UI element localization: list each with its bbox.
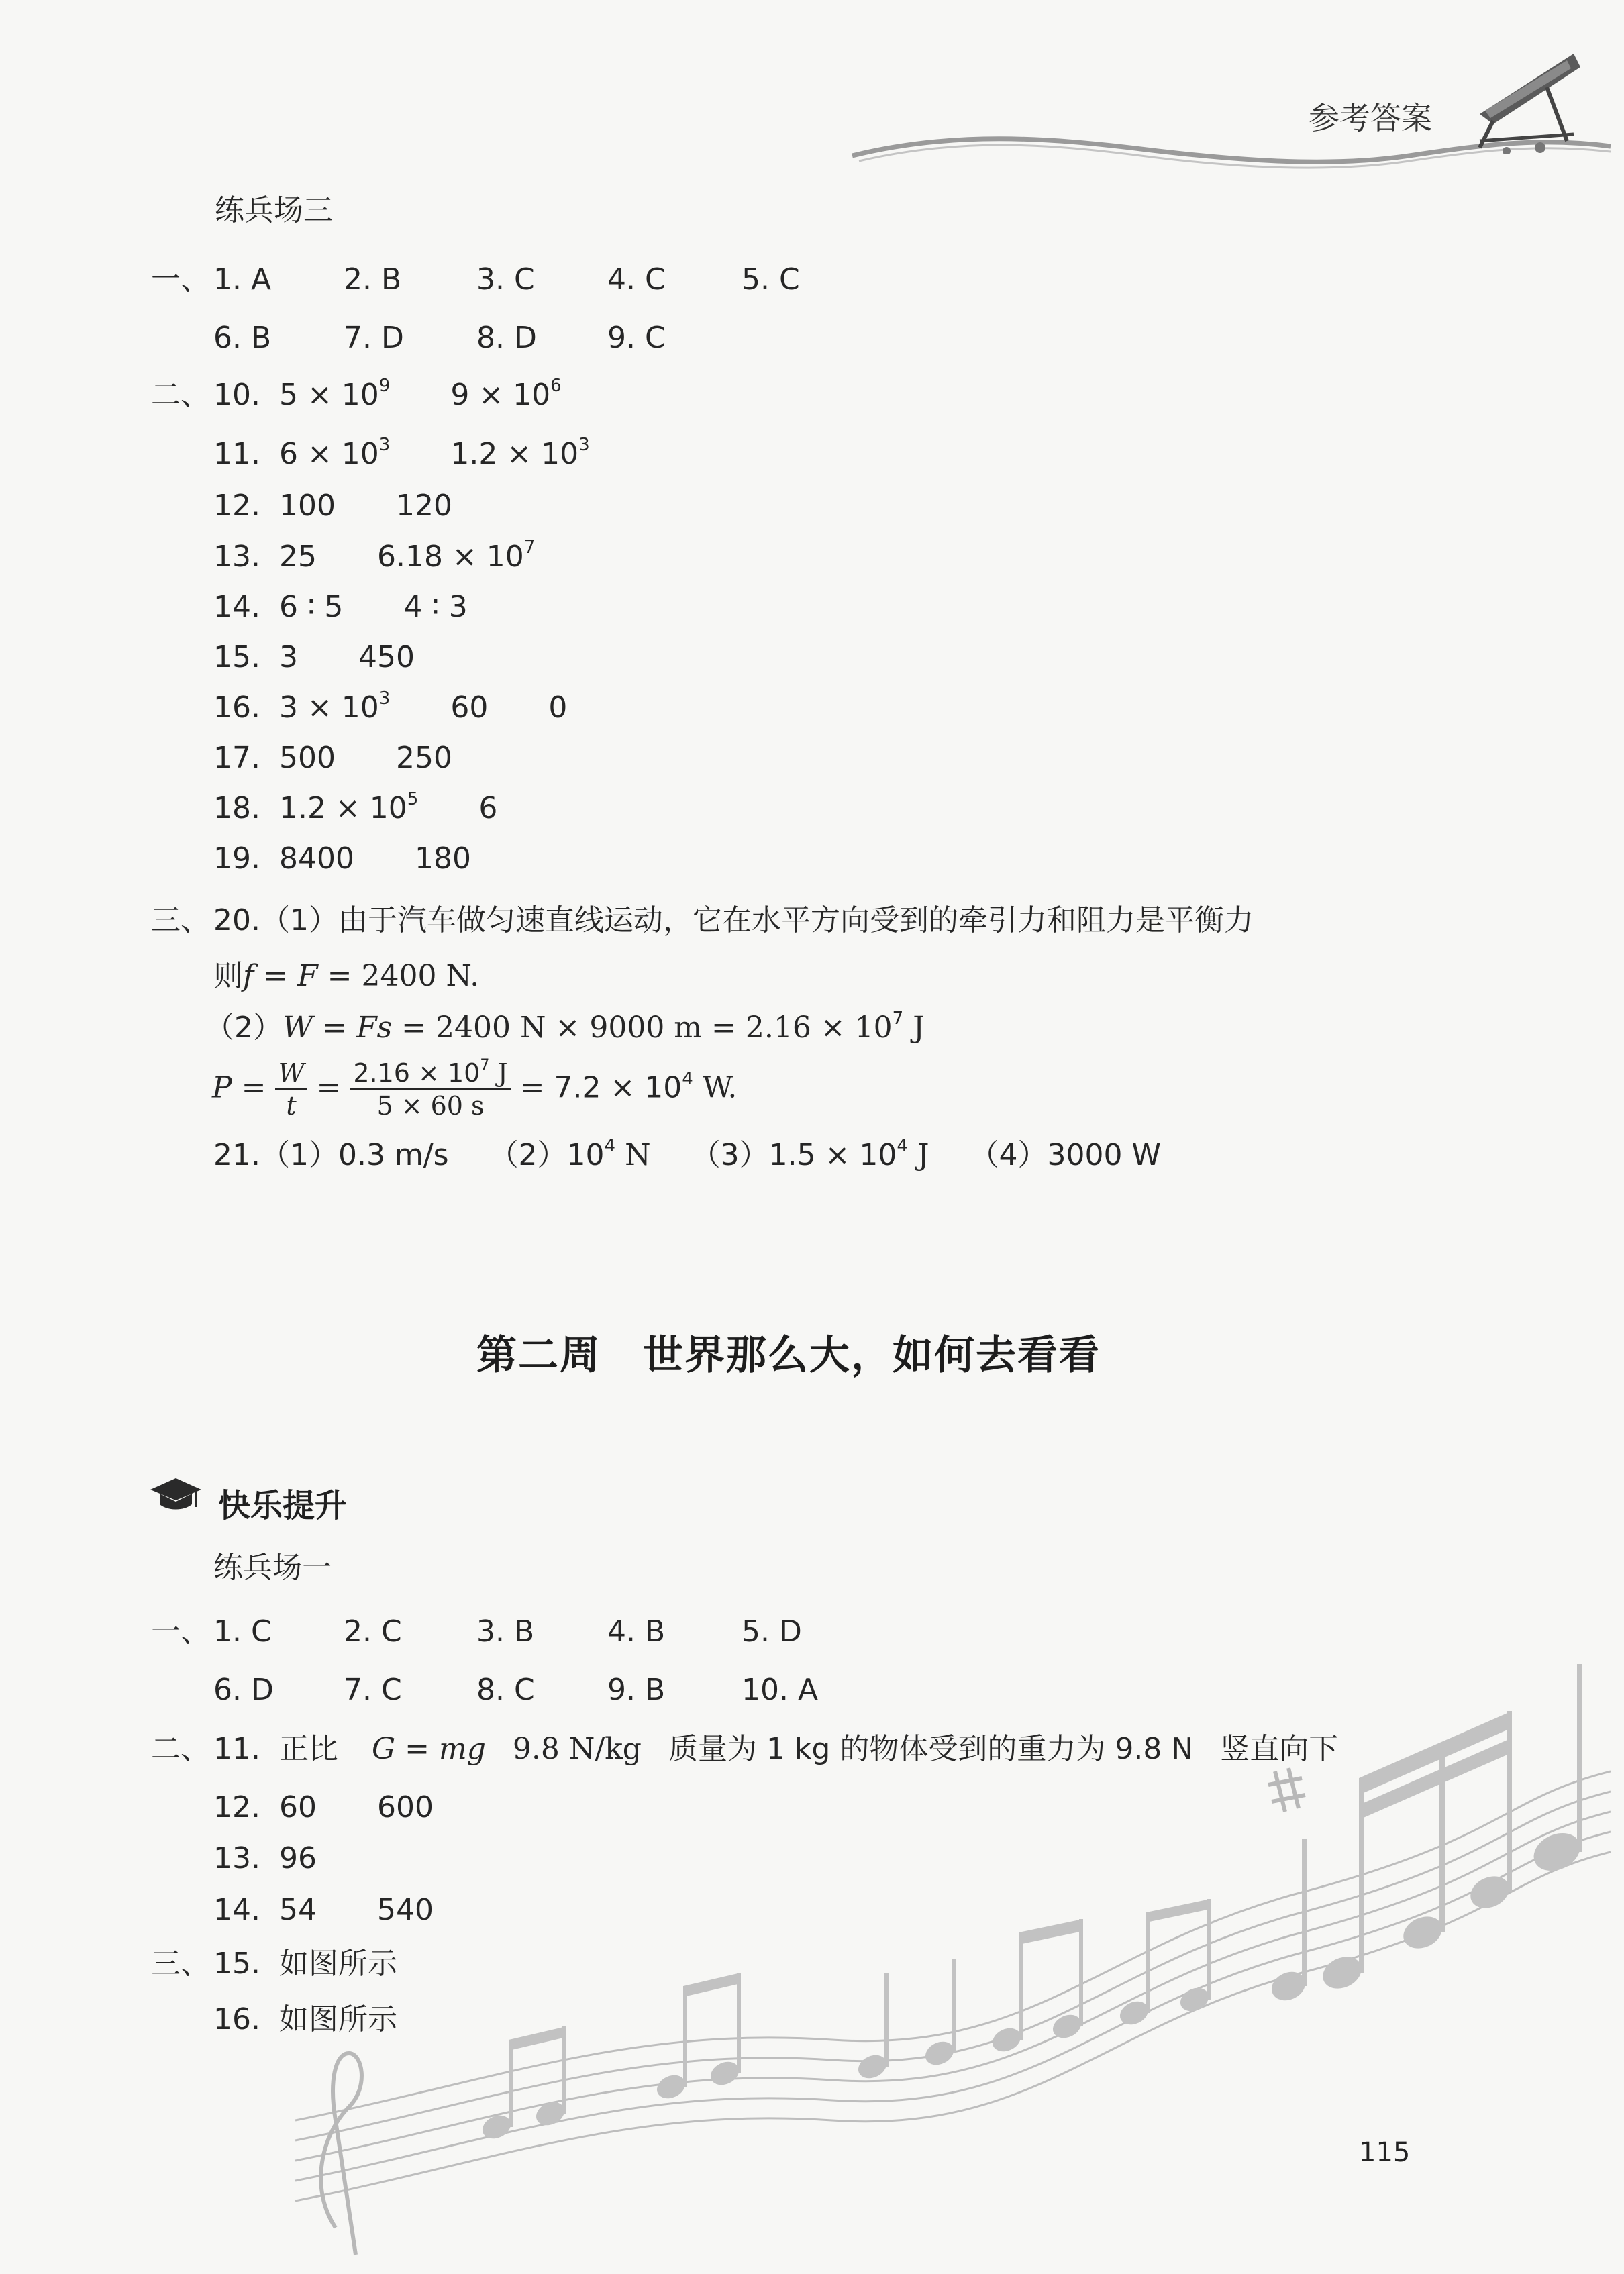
part-label: 三、 [151,1947,210,1981]
part-label: 一、 [151,262,210,297]
answer-7: 7. C [344,1673,402,1707]
answer-10: 10. A [742,1673,819,1707]
answer-5: 5. D [742,1614,802,1649]
graduation-cap-icon [149,1475,203,1515]
beach-chair-icon [1466,40,1587,154]
header-title: 参考答案 [1309,100,1432,136]
question-13: 13. 96 [213,1841,317,1875]
question-15: 15. 如图所示 [213,1947,397,1981]
answer-7: 7. D [344,321,404,355]
question-20-line-3: （2）W = Fs = 2400 N × 9000 $m = 2.16 \times 10^7$ J [205,1009,925,1045]
question-20-line-2: 则f = F = 2400 N. [213,959,480,993]
question-13: 13. 25 $6.18 \times 10^7$ [213,537,536,574]
answer-9: 9. B [607,1673,666,1707]
question-12: 12. 60 600 [213,1790,434,1824]
part-label: 一、 [151,1614,210,1649]
answer-3: 3. C [476,262,535,297]
question-11: 11. 正比 G = mg 9.8 N/kg 质量为 1 kg 的物体受到的重力为 9.8 N 竖直向下 [213,1732,1339,1766]
question-16: 16. 如图所示 [213,2002,397,2036]
question-11: 11. $6 \times 10^3$ $1.2 \times 10^3$ [213,435,590,471]
question-10: 10. $5 \times 10^9$ $9 \times 10^6$ [213,376,562,412]
answer-4: 4. C [607,262,666,297]
music-notes-icon [295,1610,1611,2268]
question-14: 14. 54 540 [213,1893,434,1927]
answer-8: 8. C [476,1673,535,1707]
answer-1: 1. A [213,262,272,297]
part-label: 三、 [151,903,210,937]
fraction-values: $\frac{2.16 \times 10^7 J}{5 \times 60 s}$ [350,1060,510,1119]
answer-5: 5. C [742,262,800,297]
question-19: 19. 8400 180 [213,841,471,876]
part-label: 二、 [151,1732,210,1766]
answer-8: 8. D [476,321,537,355]
question-12: 12. 100 120 [213,488,452,523]
answer-3: 3. B [476,1614,535,1649]
question-14: 14. 6 ∶ 5 4 ∶ 3 [213,590,468,624]
question-17: 17. 500 250 [213,741,452,775]
fraction-w-t: $\frac{W}{t}$ [275,1060,307,1119]
answer-2: 2. C [344,1614,402,1649]
answer-2: 2. B [344,262,402,297]
week-title: 第二周 世界那么大，如何去看看 [476,1332,1101,1379]
answer-6: 6. D [213,1673,274,1707]
question-21: 21.（1）0.3 m/s $(2)10^4$ N $(3)1.5 \times 10^4$ J （4）3000 W [213,1136,1162,1172]
question-20-line-4: P = $\frac{W}{t}$ = $\frac{2.16 \times 10^7 J}{5 \times 60 s}$ = $7.2 \times 10^4$ W. [212,1057,738,1121]
section-title: 快乐提升 [218,1487,348,1524]
section-subtitle: 练兵场三 [215,193,333,227]
part-label: 二、 [151,378,210,412]
answer-9: 9. C [607,321,666,355]
page-number: 115 [1359,2137,1411,2168]
question-15: 15. 3 450 [213,640,415,674]
question-20-line-1: 20.（1）由于汽车做匀速直线运动，它在水平方向受到的牵引力和阻力是平衡力 [213,903,1254,937]
answer-6: 6. B [213,321,272,355]
question-16: 16. $3 \times 10^3$ 60 0 [213,688,568,725]
question-18: 18. $1.2 \times 10^5$ 6 [213,789,498,825]
answer-4: 4. B [607,1614,666,1649]
answer-1: 1. C [213,1614,272,1649]
section-subtitle: 练兵场一 [213,1551,332,1585]
